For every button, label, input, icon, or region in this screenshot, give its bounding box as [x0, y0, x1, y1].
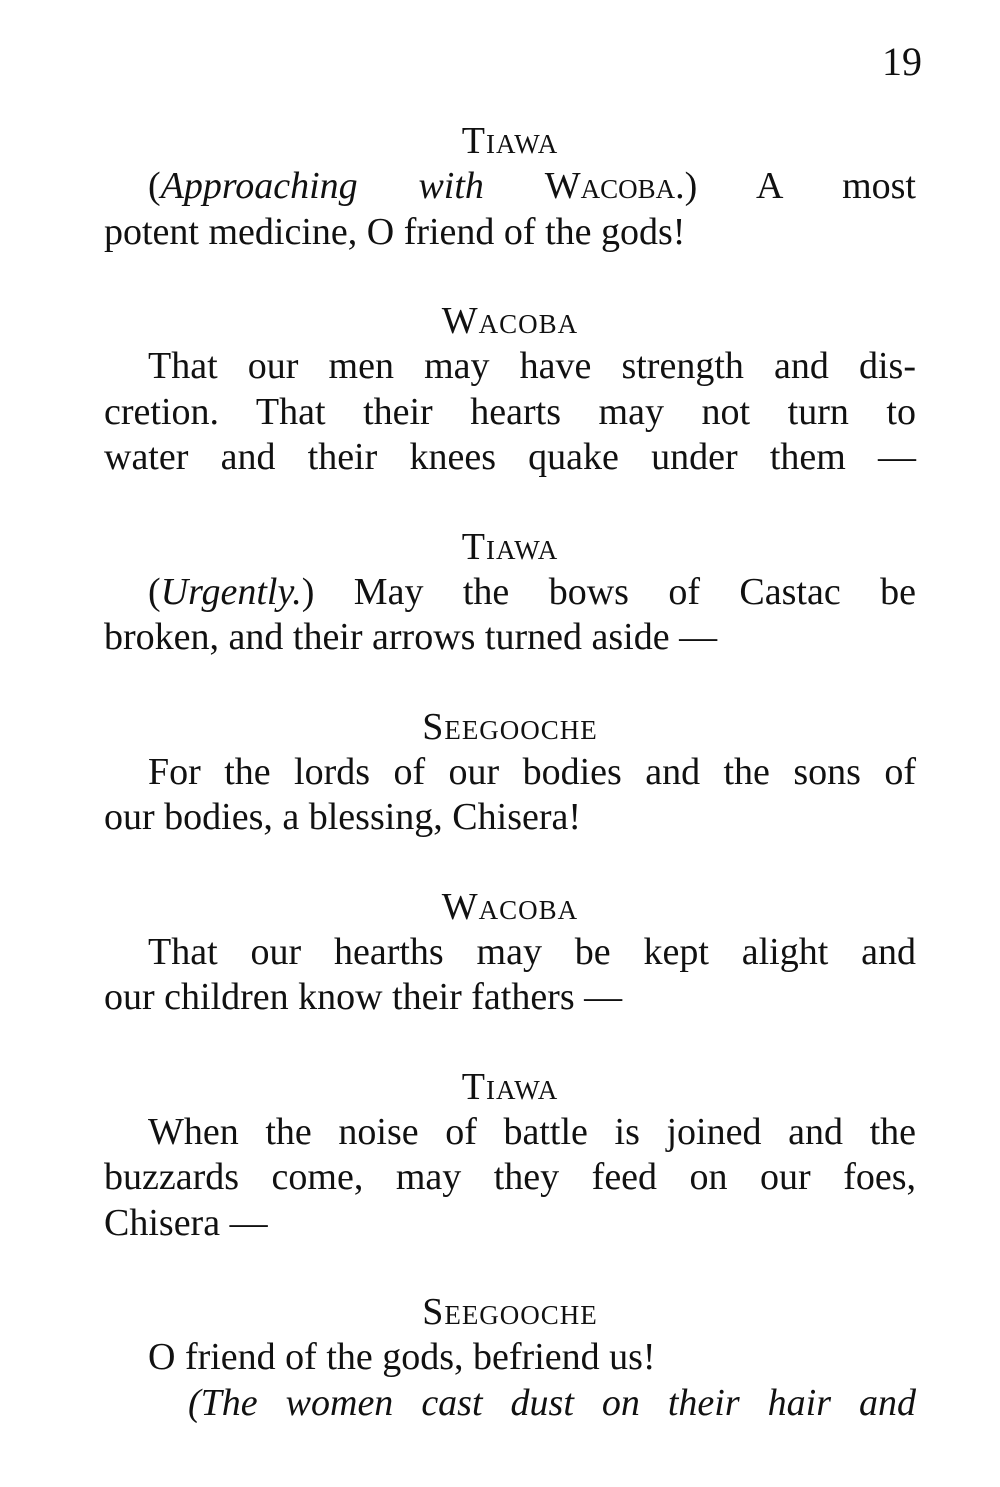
- speaker-name: Wacoba: [441, 300, 579, 342]
- speech: [104, 118, 916, 255]
- speech-line: Chisera —: [104, 1201, 268, 1244]
- speech-line: our bodies, a blessing, Chisera!: [104, 796, 582, 838]
- speech: [104, 884, 916, 1021]
- speech: [104, 298, 916, 481]
- speech-line: That our hearths may be kept alight and: [148, 930, 916, 973]
- speech-line: broken, and their arrows turned aside —: [104, 616, 718, 658]
- speech-line: potent medicine, O friend of the gods!: [104, 210, 686, 253]
- speaker-name: Seegooche: [422, 705, 598, 748]
- speaker-name: Wacoba: [441, 885, 579, 928]
- speaker-name: Seegooche: [422, 1291, 598, 1333]
- speech: [104, 1064, 916, 1247]
- speaker-name: Tiawa: [461, 525, 559, 568]
- speech-line: buzzards come, may they feed on our foes,: [104, 1156, 916, 1198]
- speaker-name: Tiawa: [461, 1065, 559, 1108]
- speech-line: O friend of the gods, befriend us!: [148, 1336, 656, 1378]
- speech-line: (Urgently.) May the bows of Castac be: [148, 570, 916, 613]
- speaker-name: Tiawa: [461, 120, 559, 162]
- speech-line: our children know their fathers —: [104, 976, 623, 1018]
- speech-line: When the noise of battle is joined and the: [148, 1110, 916, 1153]
- page-body: [104, 118, 916, 1426]
- speech: [104, 1289, 916, 1426]
- page-number: 19: [882, 39, 922, 84]
- speech: [104, 524, 916, 661]
- speech: [104, 704, 916, 841]
- speech-line: cretion. That their hearts may not turn to: [104, 390, 916, 433]
- stage-direction: (The women cast dust on their hair and: [188, 1381, 916, 1424]
- speech-line: That our men may have strength and dis-: [148, 345, 916, 387]
- speech-line: (Approaching with Wacoba.) A most: [148, 165, 916, 207]
- speech-line: For the lords of our bodies and the sons of: [148, 750, 916, 793]
- speech-line: water and their knees quake under them —: [104, 436, 916, 478]
